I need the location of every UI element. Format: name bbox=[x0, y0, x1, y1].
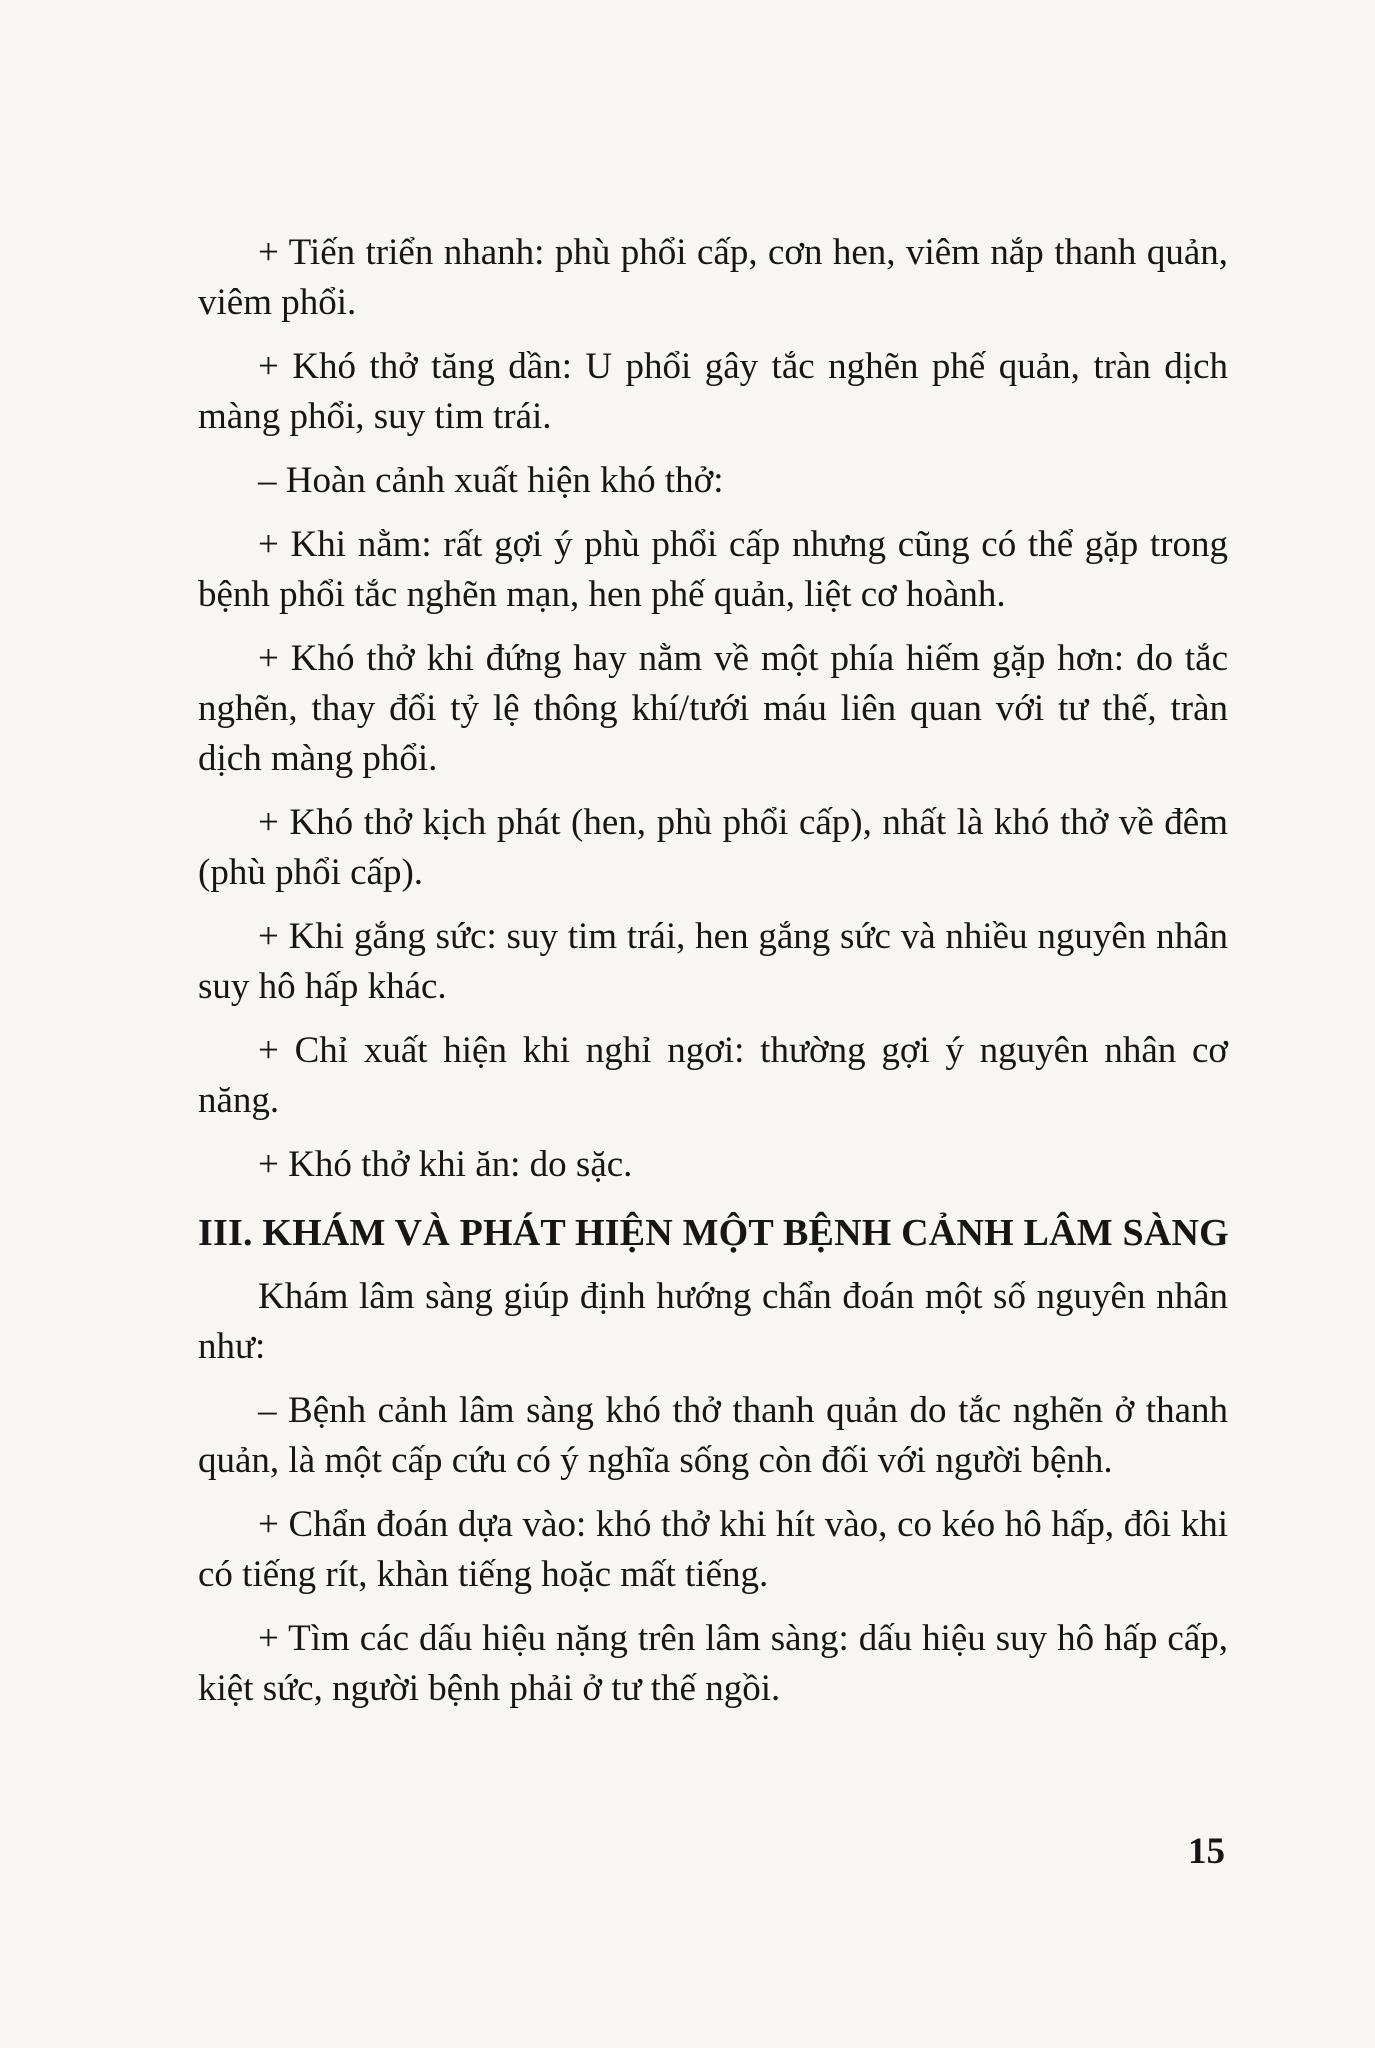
paragraph-clinical-exam: Khám lâm sàng giúp định hướng chẩn đoán một số nguyên nhân như: bbox=[198, 1276, 1228, 1367]
paragraph-rapid-progression: + Tiến triển nhanh: phù phổi cấp, cơn hen, viêm nắp thanh quản, viêm phổi. bbox=[198, 232, 1228, 323]
page-body bbox=[198, 228, 1228, 1714]
section-heading: III. KHÁM VÀ PHÁT HIỆN MỘT BỆNH CẢNH LÂM SÀNG bbox=[198, 1212, 1229, 1254]
paragraph-diagnosis: + Chẩn đoán dựa vào: khó thở khi hít vào, co kéo hô hấp, đôi khi có tiếng rít, khàn tiếng hoặc mất tiếng. bbox=[198, 1504, 1228, 1595]
paragraph-severity-signs: + Tìm các dấu hiệu nặng trên lâm sàng: dấu hiệu suy hô hấp cấp, kiệt sức, người bệnh phải ở tư thế ngồi. bbox=[198, 1618, 1228, 1709]
paragraph-standing-side: + Khó thở khi đứng hay nằm về một phía hiếm gặp hơn: do tắc nghẽn, thay đổi tỷ lệ thông khí/tưới máu liên quan với tư thế, tràn dịch màng phổi. bbox=[198, 638, 1228, 779]
page-number: 15 bbox=[1188, 1831, 1225, 1872]
paragraph-eating: + Khó thở khi ăn: do sặc. bbox=[258, 1144, 633, 1185]
paragraph-paroxysmal: + Khó thở kịch phát (hen, phù phổi cấp), nhất là khó thở về đêm (phù phổi cấp). bbox=[198, 802, 1228, 893]
paragraph-laryngeal: – Bệnh cảnh lâm sàng khó thở thanh quản do tắc nghẽn ở thanh quản, là một cấp cứu có ý nghĩa sống còn đối với người bệnh. bbox=[198, 1390, 1228, 1481]
paragraph-gradual-dyspnea: + Khó thở tăng dần: U phổi gây tắc nghẽn phế quản, tràn dịch màng phổi, suy tim trái. bbox=[198, 346, 1228, 437]
paragraph-at-rest: + Chỉ xuất hiện khi nghỉ ngơi: thường gợi ý nguyên nhân cơ năng. bbox=[198, 1030, 1228, 1121]
paragraph-circumstances: – Hoàn cảnh xuất hiện khó thở: bbox=[258, 460, 724, 501]
paragraph-lying-down: + Khi nằm: rất gợi ý phù phổi cấp nhưng cũng có thể gặp trong bệnh phổi tắc nghẽn mạn, hen phế quản, liệt cơ hoành. bbox=[198, 524, 1228, 615]
paragraph-exertion: + Khi gắng sức: suy tim trái, hen gắng sức và nhiều nguyên nhân suy hô hấp khác. bbox=[198, 916, 1228, 1007]
